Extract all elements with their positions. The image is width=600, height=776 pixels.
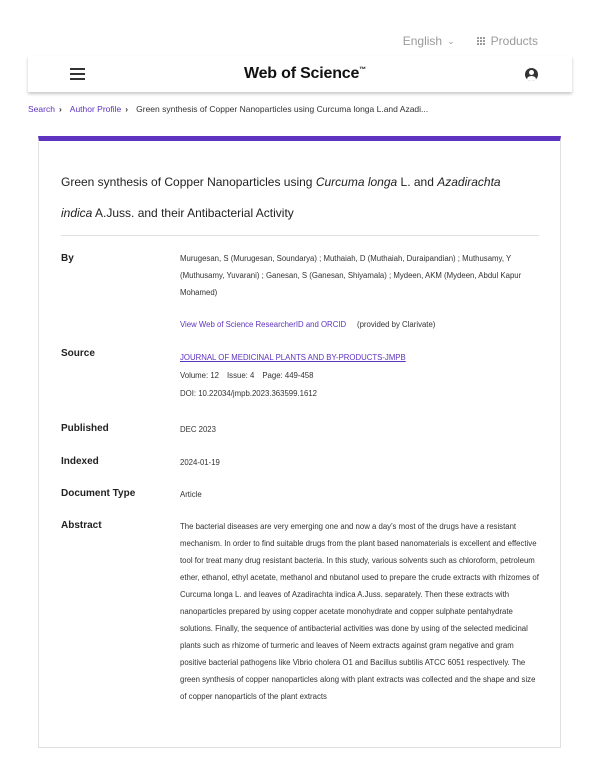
researcher-row (180, 316, 542, 333)
document-type: Article (180, 490, 202, 499)
abstract-text: The bacterial diseases are very emerging one and now a day's most of the drugs have a resistant mechanism. In order to find suitable drugs from the plant based nanomaterials is excellent and effective tool for treat many drug resistant bacteria. In this study, various solvents such as chloroform, petroleum ether, ethanol, ethyl acetate, methanol and nbutanol used to prepare the crude extracts with rhizomes of Curcuma longa L. and leaves of Azadirachta indica A.Juss. separately. Then these extracts with nanoparticles prepared by using copper acetate monohydrate and copper sulphate pentahydrate solutions. Finally, the sequence of antibacterial activities was done by using of the selected medicinal plants such as rhizome of turmeric and leaves of Neem extracts against gram negative and gram positive bacterial pathogens like Vibrio cholera O1 and Bacillus subtilis ATCC 6051 respectively. The green synthesis of copper nanoparticles along with plant extracts was collected and the shape and size of copper nanoparticls of the plant extracts (180, 522, 539, 701)
document-type-label: Document Type (61, 488, 136, 499)
source-label: Source (61, 348, 95, 359)
products-menu[interactable] (477, 34, 538, 48)
breadcrumb-current: Green synthesis of Copper Nanoparticles using Curcuma longa L.and Azadi... (136, 104, 429, 114)
by-label: By (61, 253, 74, 264)
breadcrumb-search[interactable]: Search (28, 104, 55, 114)
chevron-right-icon: › (125, 104, 129, 114)
indexed-date: 2024-01-19 (180, 458, 220, 467)
chevron-right-icon: › (58, 104, 62, 114)
top-header (28, 56, 572, 92)
products-label: Products (490, 34, 538, 48)
record-title: Green synthesis of Copper Nanoparticles using Curcuma longa L. and Azadirachta indica A.Juss. and their Antibacterial Activity (61, 175, 501, 220)
user-account-icon[interactable] (525, 68, 538, 81)
language-selector[interactable] (403, 34, 455, 48)
indexed-label: Indexed (61, 456, 99, 467)
journal-link[interactable]: JOURNAL OF MEDICINAL PLANTS AND BY-PRODUCTS-JMPB (180, 353, 406, 362)
utility-bar (403, 34, 538, 48)
issue: Issue: 4 (227, 371, 255, 380)
source-journal (180, 349, 542, 366)
published-date: DEC 2023 (180, 425, 216, 434)
brand-logo[interactable]: Web of Science™ (244, 65, 366, 82)
provided-by: (provided by Clarivate) (356, 320, 436, 329)
record-card (38, 136, 561, 748)
language-label: English (402, 34, 443, 48)
researcher-id-link[interactable]: View Web of Science ResearcherID and ORCID (180, 320, 347, 329)
published-label: Published (61, 423, 109, 434)
authors-list: Murugesan, S (Murugesan, Soundarya) ; Muthaiah, D (Muthaiah, Duraipandian) ; Muthusamy, Y (Muthusamy, Yuvarani) ; Ganesan, S (Ganesan, Shiyamala) ; Mydeen, AKM (Mydeen, Abdul Kapur Mohamed) (180, 254, 522, 297)
page-range: Page: 449-458 (262, 371, 314, 380)
breadcrumb (28, 104, 428, 114)
chevron-down-icon: ⌄ (447, 35, 455, 46)
divider (61, 235, 539, 236)
source-details (180, 367, 542, 384)
grid-icon (477, 37, 486, 46)
breadcrumb-author-profile[interactable]: Author Profile (69, 104, 122, 114)
doi: DOI: 10.22034/jmpb.2023.363599.1612 (180, 389, 317, 398)
volume: Volume: 12 (180, 371, 220, 380)
menu-icon[interactable] (70, 68, 85, 80)
abstract-label: Abstract (61, 520, 102, 531)
